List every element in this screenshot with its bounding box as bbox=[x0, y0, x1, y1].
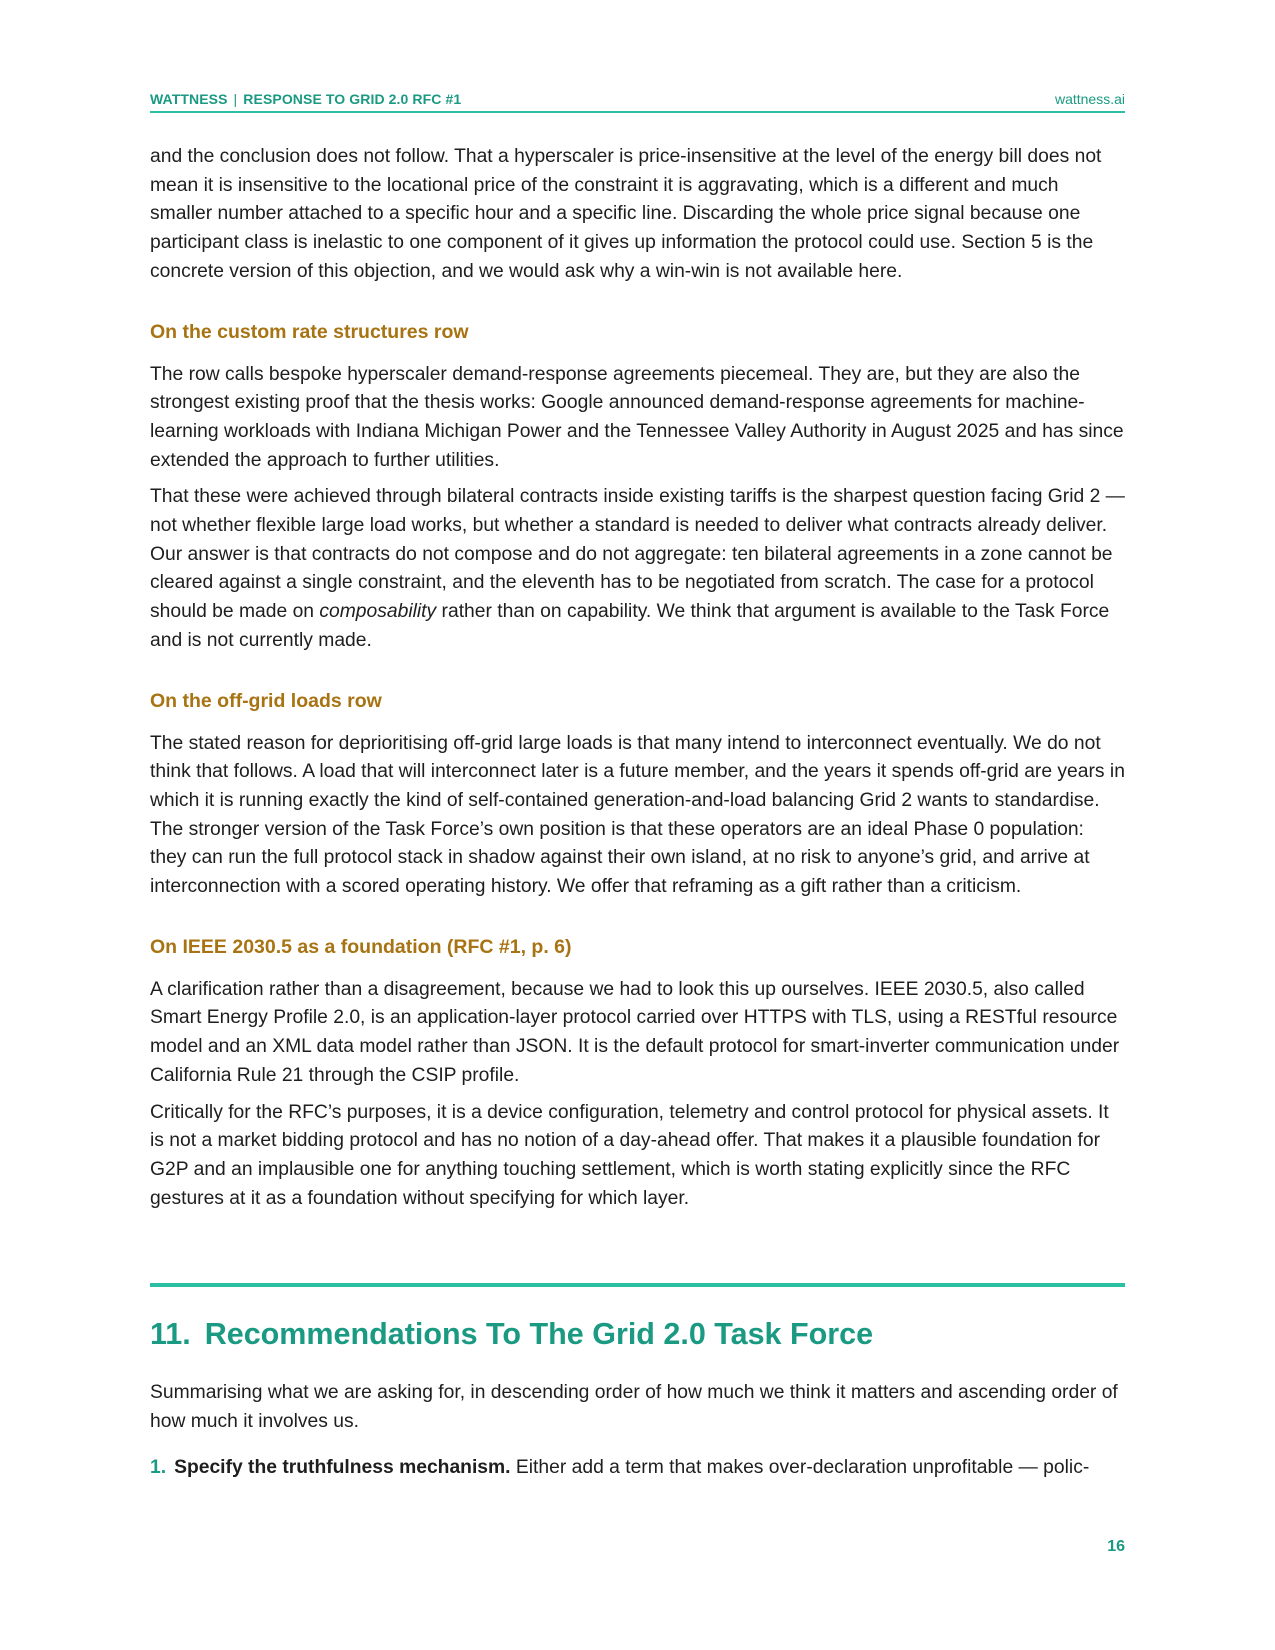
paragraph-custom-rate-2 bbox=[150, 483, 1125, 655]
paragraph-custom-rate-2-b: rather than on capability. We think that argument is available to the Task Force and is not currently made. bbox=[150, 601, 1110, 651]
header-doc-title: RESPONSE TO GRID 2.0 RFC #1 bbox=[243, 91, 462, 107]
section-divider bbox=[150, 1283, 1125, 1287]
paragraph-custom-rate-2-a: That these were achieved through bilateral contracts inside existing tariffs is the sharpest question facing Grid 2 — not whether flexible large load works, but whether a standard is needed to deliver what contracts already deliver. Our answer is that contracts do not compose and do not aggregate: ten bilateral agreements in a zone cannot be cleared against a single constraint, and the eleventh has to be negotiated from scratch. The case for a protocol should be made on bbox=[150, 486, 1125, 623]
paragraph-conclusion: and the conclusion does not follow. That a hyperscaler is price-insensitive at the level of the energy bill does not mean it is insensitive to the locational price of the constraint it is aggravating, which is a different and much smaller number attached to a specific hour and a specific line. Discarding the whole price signal because one participant class is inelastic to one component of it gives up information the protocol could use. Section 5 is the concrete version of this objection, and we would ask why a win-win is not available here. bbox=[150, 146, 1102, 282]
paragraph-off-grid: The stated reason for deprioritising off-grid large loads is that many intend to interconnect eventually. We do not think that follows. A load that will interconnect later is a future member, and the years it spends off-grid are years in which it is running exactly the kind of self-contained generation-and-load balancing Grid 2 wants to standardise. The stronger version of the Task Force’s own position is that these operators are an ideal Phase 0 population: they can run the full protocol stack in shadow against their own island, at no risk to anyone’s grid, and arrive at interconnection with a scored operating history. We offer that reframing as a gift rather than a criticism. bbox=[150, 732, 1125, 898]
header-brand: WATTNESS bbox=[150, 91, 228, 107]
paragraph-ieee-1: A clarification rather than a disagreement, because we had to look this up ourselves. IEEE 2030.5, also called Smart Energy Profile 2.0, is an application-layer protocol carried over HTTPS with TLS, using a RESTful resource model and an XML data model rather than JSON. It is the default protocol for smart-inverter communication under California Rule 21 through the CSIP profile. bbox=[150, 978, 1120, 1086]
section-number: 11. bbox=[150, 1317, 191, 1351]
recommendation-title: Specify the truthfulness mechanism. bbox=[174, 1457, 511, 1479]
section-body bbox=[150, 1379, 1125, 1483]
section-intro: Summarising what we are asking for, in descending order of how much we think it matters and ascending order of how much it involves us. bbox=[150, 1382, 1118, 1432]
header-title bbox=[150, 91, 461, 107]
header-separator: | bbox=[233, 91, 238, 107]
body-text bbox=[150, 143, 1125, 1213]
section-heading bbox=[150, 1314, 1125, 1354]
paragraph-ieee-2: Critically for the RFC’s purposes, it is a device configuration, telemetry and control protocol for physical assets. It is not a market bidding protocol and has no notion of a day-ahead offer. That makes it a plausible foundation for G2P and an implausible one for anything touching settlement, which is worth stating explicitly since the RFC gestures at it as a foundation without specifying for which layer. bbox=[150, 1101, 1109, 1209]
section-title: Recommendations To The Grid 2.0 Task Force bbox=[204, 1317, 874, 1351]
running-header bbox=[150, 91, 1125, 113]
paragraph-custom-rate-1: The row calls bespoke hyperscaler demand-response agreements piecemeal. They are, but they are also the strongest existing proof that the thesis works: Google announced demand-response agreements for machine-learning workloads with Indiana Michigan Power and the Tennessee Valley Authority in August 2025 and has since extended the approach to further utilities. bbox=[150, 363, 1124, 471]
emphasis-composability: composability bbox=[319, 601, 437, 623]
subheading-ieee: On IEEE 2030.5 as a foundation (RFC #1, p. 6) bbox=[150, 935, 572, 958]
recommendation-text: Either add a term that makes over-declaration unprofitable — polic- bbox=[515, 1457, 1090, 1479]
subheading-off-grid: On the off-grid loads row bbox=[150, 689, 382, 712]
recommendation-item bbox=[150, 1454, 1125, 1483]
header-site-link[interactable]: wattness.ai bbox=[1054, 91, 1125, 107]
page-number: 16 bbox=[1107, 1538, 1125, 1555]
recommendation-number: 1. bbox=[150, 1457, 167, 1479]
subheading-custom-rate: On the custom rate structures row bbox=[150, 320, 469, 343]
